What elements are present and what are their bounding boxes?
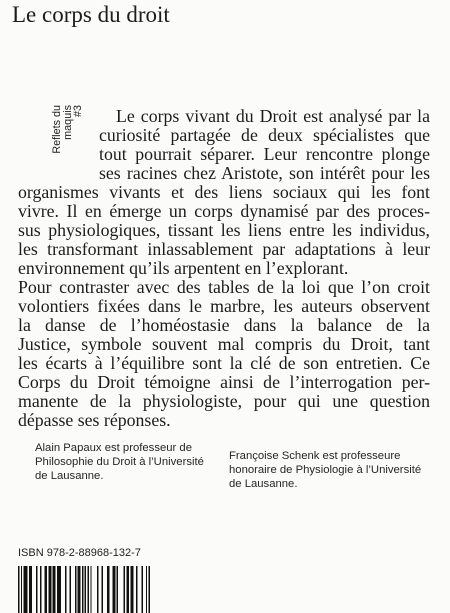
blurb-line: Le corps vivant du Droit est analysé par la [116,106,430,126]
blurb-line: sus physiologiques, tissant les liens entre les individus, [18,220,430,240]
blurb-line: ses racines chez Aristote, son intérêt pour les [99,163,430,183]
blurb-line: environnement qu’ils arpentent en l’explorant. [18,258,349,278]
series-name-line: Reflets du [51,105,63,154]
barcode-bar [131,566,134,613]
series-number: #3 [72,105,85,118]
barcode-bar [36,566,37,613]
barcode-bar [87,566,88,613]
blurb-line: Corps du Droit témoigne ainsi de l’interrogation per- [18,372,430,392]
barcode-bar [18,566,19,613]
barcode-bar [126,566,129,613]
barcode-bar [57,566,61,613]
barcode-bar [142,566,143,613]
barcode-bar [21,566,22,613]
barcode [18,566,150,613]
barcode-bar [75,566,76,613]
blurb-line: tout pourrait séparer. Leur rencontre plonge [99,144,430,164]
barcode-bar [24,566,28,613]
series-name-line: maquis [61,105,74,140]
author-bio-papaux [35,441,204,483]
barcode-bar [82,566,83,613]
blurb-line: les écarts à l’équilibre sont la clé de son entretien. Ce [18,353,430,373]
book-title: Le corps du droit [12,2,170,27]
barcode-bar [90,566,91,613]
bio-line: Alain Papaux est professeur de [35,442,192,454]
barcode-bar [149,566,150,613]
blurb-line: dépasse ses réponses. [18,410,171,430]
barcode-bar [29,566,32,613]
barcode-bar [101,566,102,613]
blurb-line: organismes vivants et des liens sociaux qui les font [18,182,430,202]
blurb-line: la danse de l’homéostasie dans la balance de la [18,315,430,335]
barcode-bar [65,566,66,613]
bio-line: de Lausanne. [229,478,298,490]
barcode-bar [107,566,110,613]
isbn-number: ISBN 978-2-88968-132-7 [18,547,141,559]
barcode-bar [85,566,86,613]
barcode-bar [124,566,125,613]
barcode-bar [40,566,41,613]
blurb-line: volontiers fixées dans le marbre, les auteurs observent [18,296,430,316]
bio-line: Françoise Schenk est professeure [229,450,401,462]
barcode-bar [78,566,81,613]
bio-line: Philosophie du Droit à l’Université [35,456,204,468]
blurb-line: les transformant inlassablement par adaptations à leur [18,239,430,259]
bio-line: honoraire de Physiologie à l’Université [229,464,422,476]
barcode-bar [69,566,70,613]
blurb-line: Pour contraster avec des tables de la loi que l’on croit [18,277,430,297]
author-bio-schenk [229,449,421,491]
bio-line: de Lausanne. [35,470,104,482]
barcode-bar [112,566,115,613]
blurb-line: manente de la physiologiste, pour qui une question [18,391,430,411]
barcode-bar [44,566,47,613]
barcode-bar [49,566,52,613]
blurb-line: vivre. Il en émerge un corps dynamisé par des proces- [18,201,430,221]
barcode-bar [53,566,56,613]
blurb-line: Justice, symbole souvent mal compris du Droit, tant [18,334,430,354]
blurb [18,107,430,430]
barcode-bar [97,566,98,613]
barcode-bar [117,566,118,613]
barcode-bar [136,566,137,613]
barcode-bar [146,566,147,613]
blurb-line: curiosité partagée de deux spécialistes que [99,125,430,145]
